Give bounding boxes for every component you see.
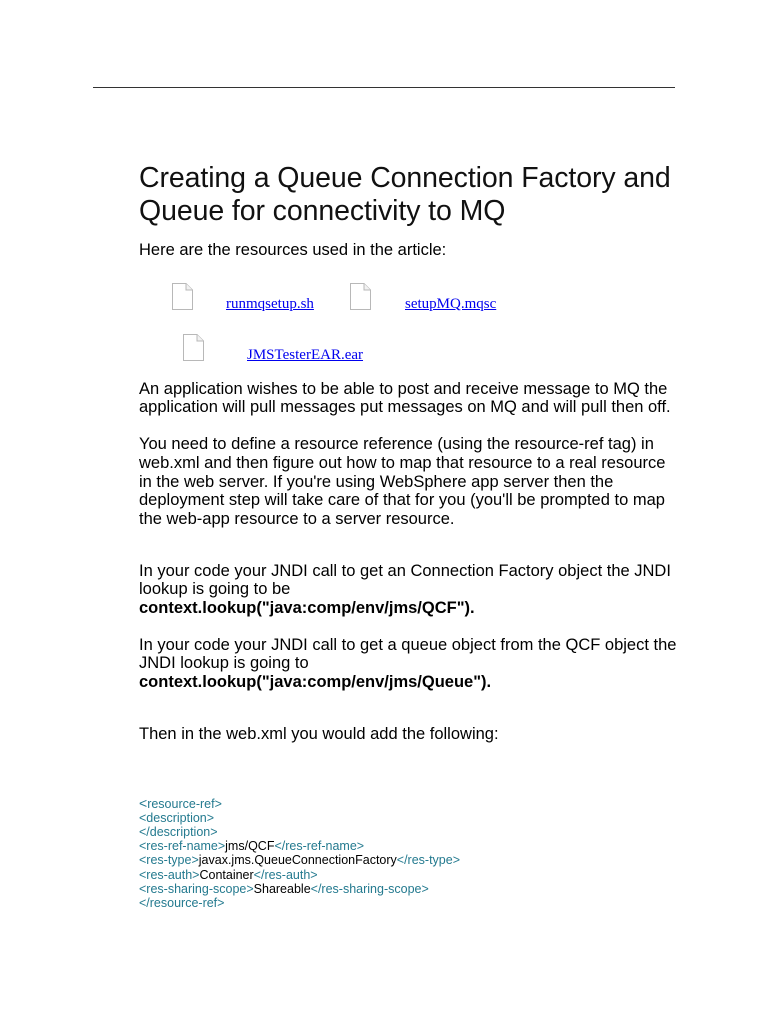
xml-line: <res-sharing-scope>Shareable</res-sharing-scope> bbox=[139, 881, 429, 896]
attachment-link-setupmq[interactable]: setupMQ.mqsc bbox=[405, 295, 497, 312]
attachment-link-runmqsetup[interactable]: runmqsetup.sh bbox=[226, 295, 314, 312]
file-icon bbox=[349, 283, 372, 310]
xml-line: <res-type>javax.jms.QueueConnectionFactory</res-type> bbox=[139, 853, 461, 868]
paragraph-application: An application wishes to be able to post and receive message to MQ the application will pull messages put messages on MQ and will pull then off. bbox=[139, 379, 671, 417]
attachment-list bbox=[139, 260, 679, 380]
queue-lookup-code: context.lookup("java:comp/env/jms/Queue"). bbox=[139, 673, 492, 692]
paragraph-qcf-lookup bbox=[139, 562, 679, 618]
page-title: Creating a Queue Connection Factory and Queue for connectivity to MQ bbox=[139, 162, 671, 227]
paragraph-queue-lookup bbox=[139, 636, 679, 692]
paragraph-webxml-intro: Then in the web.xml you would add the following: bbox=[139, 724, 499, 743]
queue-lookup-text: In your code your JNDI call to get a queue object from the QCF object the JNDI lookup is going to bbox=[139, 635, 677, 673]
qcf-lookup-code: context.lookup("java:comp/env/jms/QCF"). bbox=[139, 599, 475, 618]
header-divider bbox=[93, 87, 675, 88]
xml-line: <resource-ref> bbox=[139, 794, 222, 811]
xml-line: </resource-ref> bbox=[139, 895, 225, 910]
xml-line: </description> bbox=[139, 824, 218, 839]
article bbox=[139, 162, 679, 910]
xml-line: <res-auth>Container</res-auth> bbox=[139, 867, 318, 882]
file-icon bbox=[171, 283, 194, 310]
xml-line: <res-ref-name>jms/QCF</res-ref-name> bbox=[139, 839, 365, 854]
attachment-link-jmstesterear[interactable]: JMSTesterEAR.ear bbox=[247, 346, 364, 363]
intro-text: Here are the resources used in the article: bbox=[139, 241, 447, 259]
xml-line: <description> bbox=[139, 810, 215, 825]
file-icon bbox=[182, 334, 205, 361]
attachment-jmstesterear[interactable] bbox=[182, 334, 363, 361]
qcf-lookup-text: In your code your JNDI call to get an Connection Factory object the JNDI lookup is going to be bbox=[139, 561, 671, 599]
paragraph-resource-reference: You need to define a resource reference (using the resource-ref tag) in web.xml and then figure out how to map that resource to a real resource in the web server. If you're using WebSphere app server then the deployment step will take care of that for you (you'll be prompted to map the web-app resource to a server resource. bbox=[139, 435, 666, 528]
attachment-runmqsetup[interactable] bbox=[171, 283, 314, 310]
xml-code-block bbox=[139, 796, 679, 911]
attachment-setupmq[interactable] bbox=[349, 283, 496, 310]
